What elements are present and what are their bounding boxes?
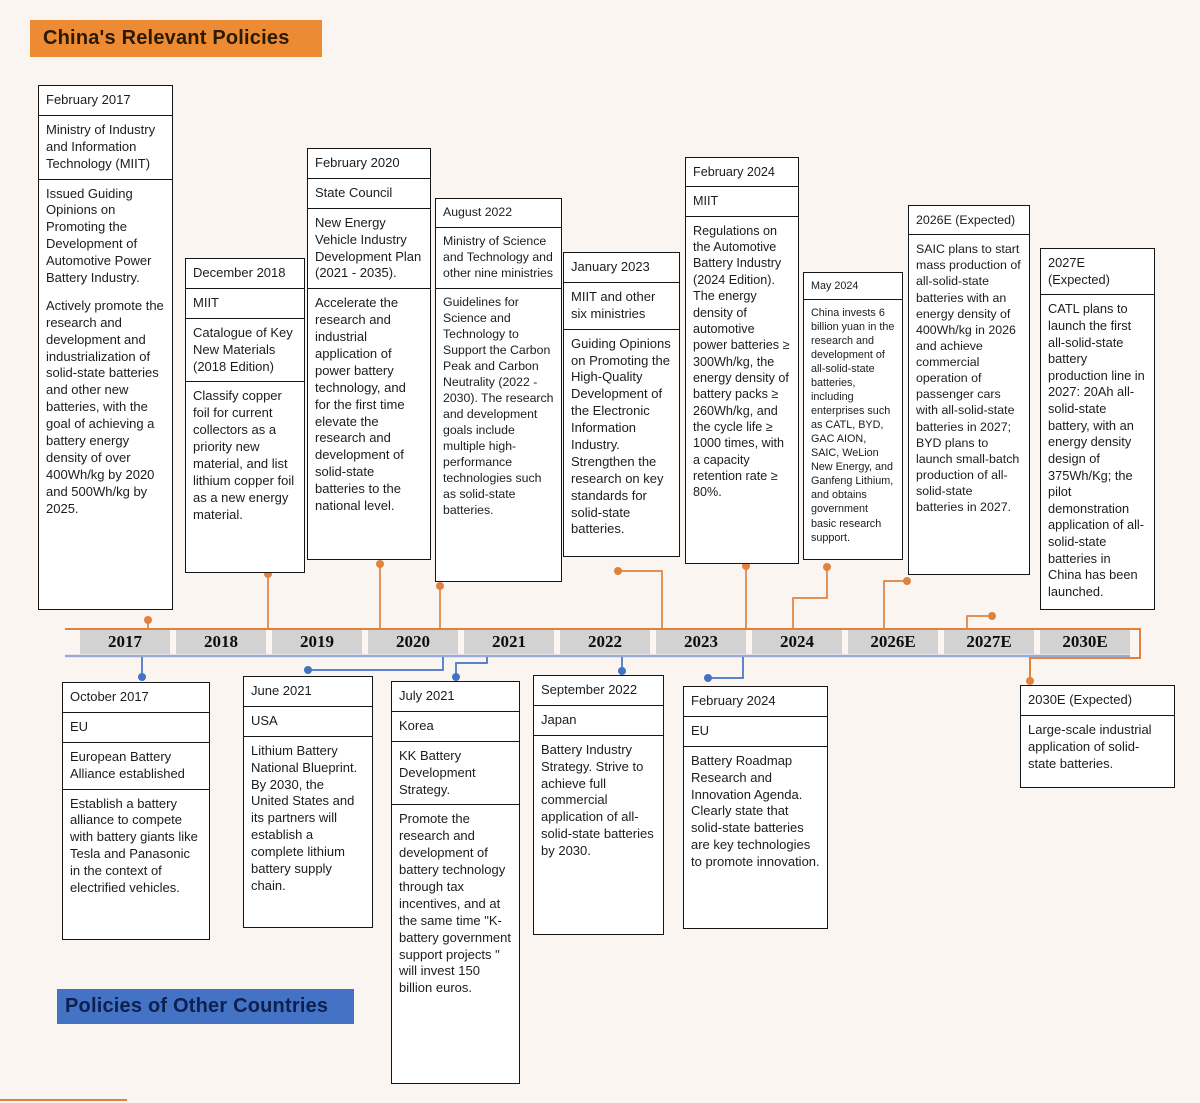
box-text: New Energy Vehicle Industry Development Plan (2021 - 2035). xyxy=(315,214,422,281)
box-text: State Council xyxy=(315,184,393,200)
policy-box-february-2017 xyxy=(38,85,173,610)
box-section xyxy=(564,283,679,330)
box-date-header xyxy=(436,199,561,228)
box-text: December 2018 xyxy=(193,265,286,280)
box-text: 2027E (Expected) xyxy=(1048,255,1110,287)
connector-dot xyxy=(1026,677,1034,685)
timeline-year-2024: 2024 xyxy=(752,630,842,654)
box-text: Promote the research and development of battery technology through tax incentives, and at the same time "K-battery government support projects " will invest 150 billion euros. xyxy=(399,811,512,996)
connector-2027e xyxy=(967,616,991,629)
policy-box-june-2021-usa xyxy=(243,676,373,928)
box-text: Establish a battery alliance to compete with battery giants like Tesla and Panasonic in the context of electrified vehicles. xyxy=(70,795,198,896)
box-section xyxy=(63,790,209,939)
other-countries-banner: Policies of Other Countries xyxy=(57,989,354,1024)
timeline-year-2019: 2019 xyxy=(272,630,362,654)
box-section xyxy=(63,743,209,790)
connector-2026e xyxy=(884,581,906,629)
box-section xyxy=(63,713,209,743)
connector-dot xyxy=(436,582,444,590)
box-section xyxy=(436,228,561,289)
box-date-header xyxy=(686,158,798,187)
policy-box-2026e-expected xyxy=(908,205,1030,575)
box-section xyxy=(534,706,663,736)
connector-dot xyxy=(376,560,384,568)
timeline-year-2017: 2017 xyxy=(80,630,170,654)
box-date-header xyxy=(308,149,430,179)
box-text: Japan xyxy=(541,711,577,727)
box-text: Classify copper foil for current collectors as a priority new material, and list lithium copper foil as a new energy material. xyxy=(193,388,295,522)
timeline-year-row xyxy=(80,630,1130,654)
connector-dot xyxy=(452,673,460,681)
timeline-year-2021: 2021 xyxy=(464,630,554,654)
box-text: February 2024 xyxy=(691,693,776,708)
connector-dot xyxy=(988,612,996,620)
box-date-header xyxy=(534,676,663,706)
timeline-year-2020: 2020 xyxy=(368,630,458,654)
timeline-year-2027e: 2027E xyxy=(944,630,1034,654)
box-section xyxy=(1021,716,1174,787)
box-text: Actively promote the research and development and industrialization of solid-state batteries and other new batteries, with the goal of achieving a battery energy density of over 400Wh/kg by 2020 and 500Wh/kg by 2025. xyxy=(46,297,164,516)
box-text: Issued Guiding Opinions on Promoting the Development of Automotive Power Battery Industry. xyxy=(46,185,152,286)
box-text: MIIT xyxy=(693,194,719,209)
box-text: June 2021 xyxy=(251,683,312,698)
box-text: May 2024 xyxy=(811,280,859,292)
box-section xyxy=(392,805,519,1083)
china-policies-banner: China's Relevant Policies xyxy=(30,20,322,57)
box-text: Battery Roadmap Research and Innovation Agenda. Clearly state that solid-state batteries are key technologies to promote innovation. xyxy=(691,752,820,870)
connector-dot xyxy=(823,563,831,571)
connector-july-2021 xyxy=(456,657,487,677)
box-section xyxy=(186,382,304,572)
box-section xyxy=(244,707,372,737)
policy-box-2027e-expected xyxy=(1040,248,1155,610)
box-section xyxy=(186,289,304,319)
connector-may-2024 xyxy=(793,567,827,629)
box-text: October 2017 xyxy=(70,689,149,704)
policy-box-october-2017-eu xyxy=(62,682,210,940)
box-date-header xyxy=(39,86,172,116)
box-text: Accelerate the research and industrial application of power battery technology, and for the first time elevate the research and development of solid-state batteries to the national level. xyxy=(315,295,406,514)
connector-dot xyxy=(138,673,146,681)
box-section xyxy=(186,319,304,383)
box-date-header xyxy=(804,273,902,300)
connector-dot xyxy=(704,674,712,682)
policy-box-august-2022 xyxy=(435,198,562,582)
box-section xyxy=(1041,295,1154,609)
connector-dot xyxy=(618,667,626,675)
connector-june-2021 xyxy=(308,657,443,670)
box-text: February 2017 xyxy=(46,92,131,107)
connector-dot xyxy=(144,616,152,624)
box-text: China invests 6 billion yuan in the research and development of all-solid-state batteries, including enterprises such as CATL, BYD, GAC AION, SAIC, WeLion New Energy, and Ganfeng Lithium, and obtains government basic research support. xyxy=(811,307,895,544)
box-text: February 2024 xyxy=(693,165,775,179)
box-text: Ministry of Industry and Information Technology (MIIT) xyxy=(46,121,156,171)
box-section xyxy=(308,289,430,559)
box-text: Regulations on the Automotive Battery Industry (2024 Edition). The energy density of automotive power batteries ≥ 300Wh/kg, the energy density of battery packs ≥ 260Wh/kg, and the cycle life ≥ 1000 times, with a capacity retention rate ≥ 80%. xyxy=(693,223,790,500)
box-text: MIIT xyxy=(193,294,219,310)
box-section xyxy=(804,300,902,559)
box-text: KK Battery Development Strategy. xyxy=(399,747,476,797)
box-date-header xyxy=(63,683,209,713)
box-section xyxy=(436,289,561,581)
box-section xyxy=(308,209,430,290)
box-text: Catalogue of Key New Materials (2018 Edition) xyxy=(193,324,293,374)
box-text: USA xyxy=(251,712,278,728)
box-date-header xyxy=(244,677,372,707)
box-date-header xyxy=(909,206,1029,235)
box-text: Guidelines for Science and Technology to Support the Carbon Peak and Carbon Neutrality (2022 - 2030). The research and development goals include multiple high-performance technologies such as solid-state batteries. xyxy=(443,294,554,517)
policy-box-september-2022-japan xyxy=(533,675,664,935)
box-text: Ministry of Science and Technology and other nine ministries xyxy=(443,233,554,280)
box-text: Korea xyxy=(399,717,434,733)
box-date-header xyxy=(392,682,519,712)
box-section xyxy=(534,736,663,934)
box-date-header xyxy=(684,687,827,717)
box-text: February 2020 xyxy=(315,155,400,170)
box-text: January 2023 xyxy=(571,259,650,274)
box-text: European Battery Alliance established xyxy=(70,748,185,781)
policy-box-may-2024 xyxy=(803,272,903,560)
connector-dot xyxy=(304,666,312,674)
policy-box-february-2024-miit xyxy=(685,157,799,564)
box-text: MIIT and other six ministries xyxy=(571,288,656,321)
box-section xyxy=(392,742,519,806)
box-section xyxy=(308,179,430,209)
connector-dot xyxy=(614,567,622,575)
policy-box-july-2021-korea xyxy=(391,681,520,1084)
timeline-year-2030e: 2030E xyxy=(1040,630,1130,654)
box-section xyxy=(686,217,798,563)
policy-box-february-2024-eu xyxy=(683,686,828,929)
box-date-header xyxy=(1041,249,1154,295)
timeline-year-2026e: 2026E xyxy=(848,630,938,654)
policy-box-2030e-expected xyxy=(1020,685,1175,788)
policy-box-december-2018 xyxy=(185,258,305,573)
box-text: 2026E (Expected) xyxy=(916,213,1016,227)
connector-dot xyxy=(903,577,911,585)
box-text: Large-scale industrial application of solid-state batteries. xyxy=(1028,721,1152,771)
policy-box-january-2023 xyxy=(563,252,680,557)
timeline-year-2023: 2023 xyxy=(656,630,746,654)
box-text: July 2021 xyxy=(399,688,455,703)
box-section xyxy=(244,737,372,927)
connector-february-2024-eu xyxy=(708,657,743,678)
box-text: EU xyxy=(70,718,89,734)
box-text: 2030E (Expected) xyxy=(1028,692,1133,707)
box-section xyxy=(686,187,798,216)
box-section xyxy=(39,180,172,609)
box-text: September 2022 xyxy=(541,682,638,697)
box-section xyxy=(909,235,1029,574)
box-text: EU xyxy=(691,722,710,738)
box-section xyxy=(684,747,827,928)
box-text: August 2022 xyxy=(443,205,513,219)
box-text: Lithium Battery National Blueprint. By 2030, the United States and its partners will establish a complete lithium battery supply chain. xyxy=(251,742,358,893)
box-text: Battery Industry Strategy. Strive to achieve full commercial application of all-solid-state batteries by 2030. xyxy=(541,741,654,859)
connector-january-2023 xyxy=(618,571,662,629)
box-text: CATL plans to launch the first all-solid-state battery production line in 2027: 20Ah all-solid-state battery, with an energy density design of 375Wh/Kg; the pilot demonstration application of all-solid-state batteries in China has been launched. xyxy=(1048,301,1145,599)
timeline-year-2018: 2018 xyxy=(176,630,266,654)
box-section xyxy=(392,712,519,742)
box-text: SAIC plans to start mass production of all-solid-state batteries with an energy density of 400Wh/kg in 2026 and achieve commercial operation of passenger cars with all-solid-state batteries in 2027; BYD plans to launch small-batch production of all-solid-state batteries in 2027. xyxy=(916,242,1021,515)
policy-box-february-2020 xyxy=(307,148,431,560)
timeline-year-2022: 2022 xyxy=(560,630,650,654)
box-date-header xyxy=(186,259,304,289)
box-section xyxy=(39,116,172,180)
box-text: Guiding Opinions on Promoting the High-Quality Development of the Electronic Information Industry. Strengthen the research on key standards for solid-state batteries. xyxy=(571,335,671,537)
box-date-header xyxy=(564,253,679,283)
box-section xyxy=(684,717,827,747)
box-section xyxy=(564,330,679,556)
box-date-header xyxy=(1021,686,1174,716)
